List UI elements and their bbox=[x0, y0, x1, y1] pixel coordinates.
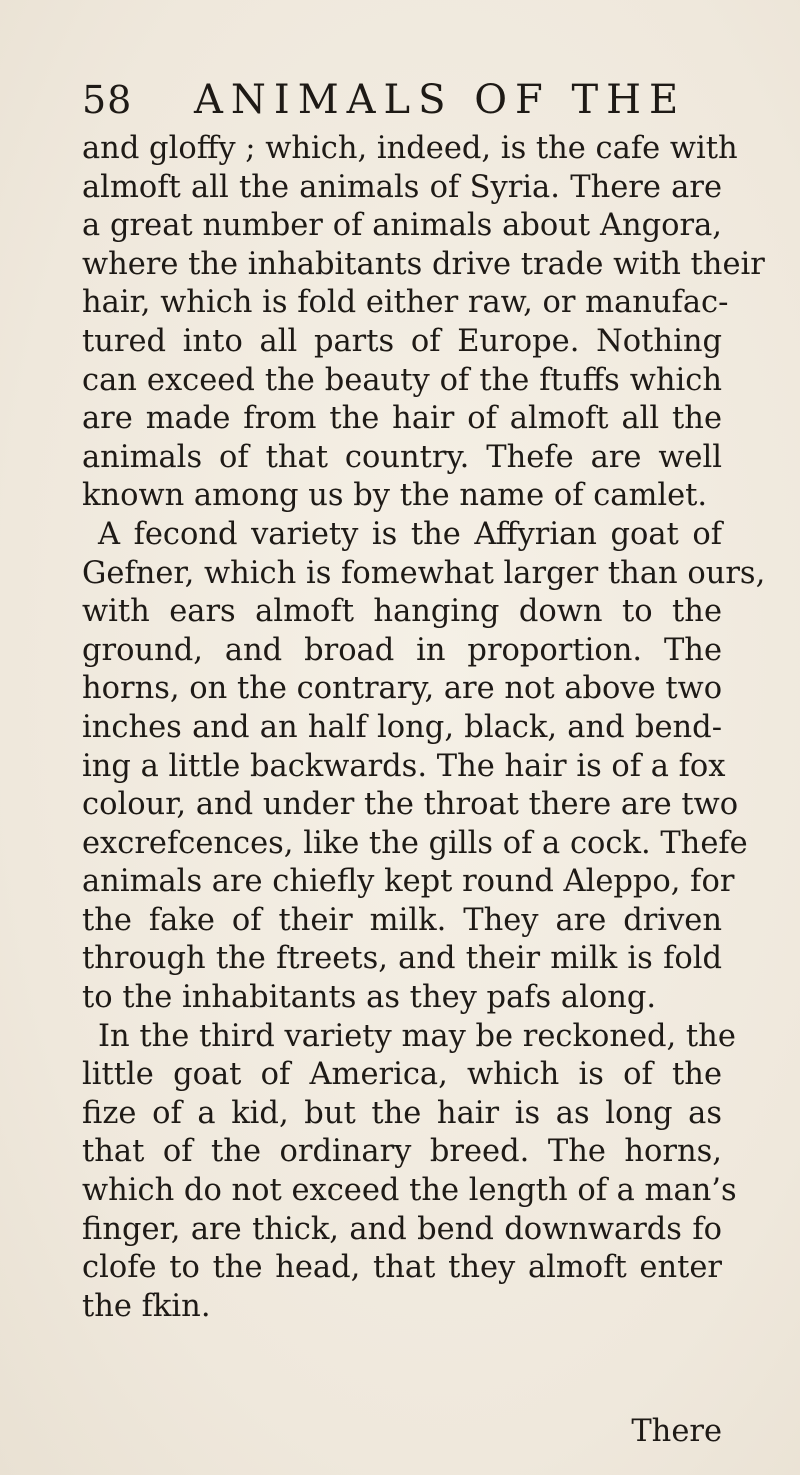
paragraph-start-line: A fecond variety is the Affyrian goat of bbox=[98, 516, 722, 552]
text-line: which do not exceed the length of a man’s bbox=[82, 1173, 737, 1209]
text-line: hair, which is fold either raw, or manufac- bbox=[82, 285, 729, 321]
text-line: a great number of animals about Angora, bbox=[82, 208, 722, 244]
text-line: animals of that country. Thefe are well bbox=[82, 439, 722, 475]
text-line: ing a little backwards. The hair is of a fox bbox=[82, 748, 726, 784]
text-line: finger, are thick, and bend downwards fo bbox=[82, 1211, 722, 1247]
text-line: and gloffy ; which, indeed, is the cafe with bbox=[82, 131, 738, 166]
text-line: the fake of their milk. They are driven bbox=[82, 902, 722, 938]
body-text bbox=[82, 130, 766, 1326]
text-line: colour, and under the throat there are two bbox=[82, 787, 739, 823]
text-line: tured into all parts of Europe. Nothing bbox=[82, 323, 722, 359]
text-line: with ears almoft hanging down to the bbox=[82, 594, 722, 630]
text-line: ground, and broad in proportion. The bbox=[82, 632, 722, 668]
page-header bbox=[82, 78, 722, 128]
text-line: through the ftreets, and their milk is fold bbox=[82, 941, 722, 977]
running-head: ANIMALS OF THE bbox=[194, 77, 687, 123]
text-line: clofe to the head, that they almoft enter bbox=[82, 1250, 722, 1286]
text-line: little goat of America, which is of the bbox=[82, 1057, 722, 1093]
paragraph-start-line: In the third variety may be reckoned, the bbox=[98, 1018, 736, 1054]
text-line: excrefcences, like the gills of a cock. Thefe bbox=[82, 825, 748, 861]
text-line: where the inhabitants drive trade with their bbox=[82, 246, 765, 282]
text-line: inches and an half long, black, and bend- bbox=[82, 709, 722, 745]
text-line: animals are chiefly kept round Aleppo, for bbox=[82, 864, 735, 900]
text-line: to the inhabitants as they pafs along. bbox=[82, 980, 657, 1016]
text-line: the fkin. bbox=[82, 1288, 211, 1324]
text-line: that of the ordinary breed. The horns, bbox=[82, 1134, 722, 1170]
catchword: There bbox=[631, 1414, 722, 1449]
text-line: known among us by the name of camlet. bbox=[82, 478, 708, 514]
text-line: can exceed the beauty of the ftuffs which bbox=[82, 362, 722, 398]
text-line: Gefner, which is fomewhat larger than ours, bbox=[82, 555, 766, 591]
text-line: are made from the hair of almoft all the bbox=[82, 401, 722, 437]
text-line: horns, on the contrary, are not above two bbox=[82, 671, 723, 707]
page-number: 58 bbox=[82, 78, 133, 122]
text-line: almoft all the animals of Syria. There are bbox=[82, 169, 722, 205]
text-line: fize of a kid, but the hair is as long as bbox=[82, 1095, 722, 1131]
